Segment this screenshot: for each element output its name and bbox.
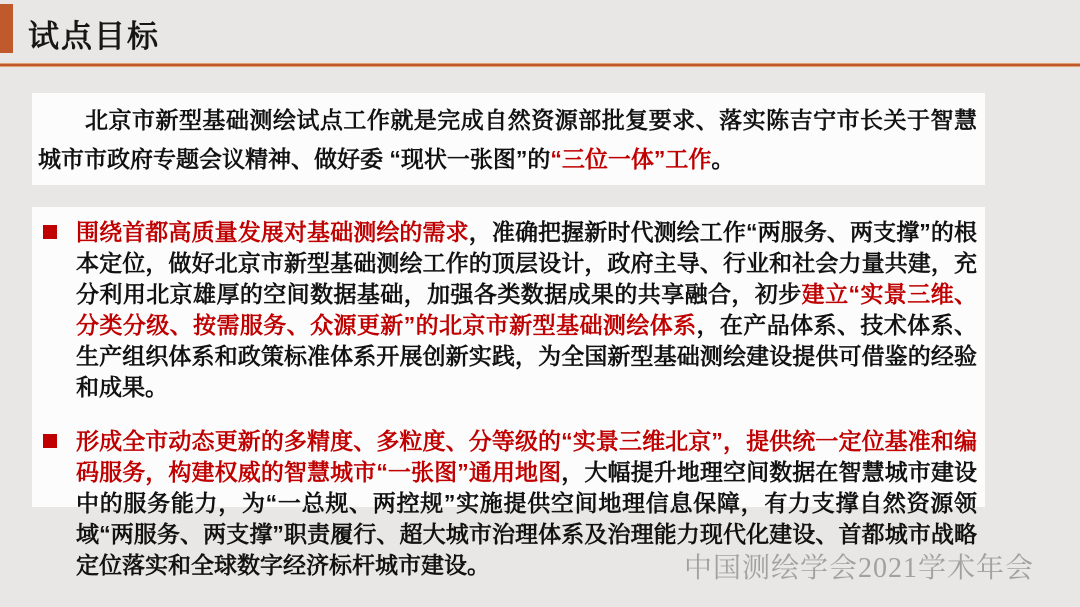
intro-paragraph — [32, 93, 985, 179]
page-title: 试点目标 — [28, 19, 160, 54]
text-segment: ，大幅提升地理空间数据在智慧城市建设中的服务能力，为“一总规、两控规”实施提供空间地理信息保障，有力支撑自然资源领域“两服务、两支撑”职责履行、超大城市治理体系及治理能力现代化建设、首都城市战略定位落实和全球数字经济标杆城市建设。 — [76, 459, 978, 578]
bullet-square-icon — [43, 434, 57, 448]
bullet-text — [76, 219, 977, 400]
text-segment: 建立“实景三维、分类分级、按需服务、众源更新”的北京市新型基础测绘体系 — [76, 281, 978, 338]
intro-text-box — [32, 93, 985, 185]
text-segment: 北京市新型基础测绘试点工作就是完成自然资源部批复要求、落实陈吉宁市长关于智慧城市市政府专题会议精神、做好委 “现状一张图”的 — [38, 107, 977, 172]
bullet-item — [43, 217, 977, 403]
header-divider-line — [0, 63, 1080, 67]
text-segment: “三位一体”工作 — [550, 146, 712, 172]
text-segment: 。 — [711, 146, 735, 172]
footer-watermark: 中国测绘学会2021学术年会 — [683, 553, 1034, 584]
header-accent-bar — [0, 4, 13, 53]
text-segment: 围绕首都高质量发展对基础测绘的需求 — [76, 219, 469, 245]
bullet-square-icon — [43, 225, 57, 239]
text-segment: ，准确把握新时代测绘工作“两服务、两支撑”的根本定位，做好北京市新型基础测绘工作的顶层设计，政府主导、行业和社会力量共建，充分利用北京雄厚的空间数据基础，加强各类数据成果的共享融合，初步 — [76, 219, 978, 307]
text-segment: ，在产品体系、技术体系、生产组织体系和政策标准体系开展创新实践，为全国新型基础测绘建设提供可借鉴的经验和成果。 — [76, 312, 978, 400]
text-segment: 形成全市动态更新的多精度、多粒度、分等级的“实景三维北京”，提供统一定位基准和编码服务，构建权威的智慧城市“一张图”通用地图 — [76, 428, 977, 485]
goals-bullet-list — [32, 207, 985, 581]
